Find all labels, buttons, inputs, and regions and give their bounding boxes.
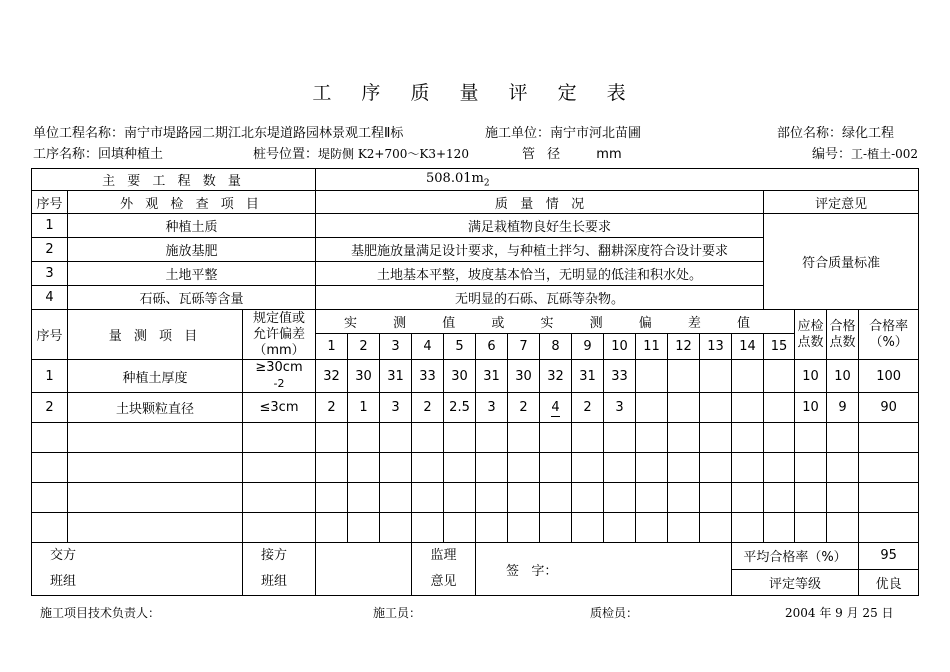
measure-value: 2 [572,393,604,423]
measure-header-row [32,310,919,334]
empty-row [32,453,919,483]
hand-over-line2: 班组 [50,574,77,589]
visual-row-no: 4 [32,286,68,310]
measure-row [32,393,919,423]
point-number: 8 [540,334,572,360]
signature-cell: 签 字： [476,543,732,596]
point-number: 15 [764,334,795,360]
contractor-value: 南宁市河北苗圃 [550,126,642,141]
point-number: 4 [412,334,444,360]
hand-over-line1: 交方 [50,548,77,563]
measure-value: 2.5 [444,393,476,423]
measure-col-pass [827,310,859,360]
measure-row-spec-line2: -2 [273,377,285,390]
point-number: 9 [572,334,604,360]
measure-value: 30 [444,360,476,393]
hand-over-group [32,543,243,596]
tech-lead-signature: 施工项目技术负责人： [40,606,161,620]
grade-value: 优良 [859,569,919,596]
measure-row-spec-line1: ≥30cm [255,360,303,375]
measure-value: 3 [380,393,412,423]
receive-line1: 接方 [261,548,288,563]
measure-col-should [795,310,827,360]
quantity-value-cell [316,169,919,191]
quantity-value: 508.01m [426,170,484,186]
measure-pass: 9 [827,393,859,423]
measure-value [700,393,732,423]
measure-col-values: 实 测 值 或 实 测 偏 差 值 [316,310,795,334]
measure-value [700,360,732,393]
measure-row [32,360,919,393]
visual-row-no: 3 [32,262,68,286]
point-number: 5 [444,334,476,360]
supervision-line2: 意见 [430,574,457,589]
measure-row-no: 1 [32,360,68,393]
measure-value: 33 [604,360,636,393]
measure-value [636,393,668,423]
measure-value: 32 [540,360,572,393]
measure-rate: 100 [859,360,919,393]
measure-value: 2 [316,393,348,423]
measure-col-should-line1: 应检 [797,318,824,334]
part-name-value: 绿化工程 [842,126,895,141]
visual-col-opinion: 评定意见 [764,191,919,214]
visual-col-item: 外 观 检 查 项 目 [68,191,316,214]
process-name-label: 工序名称： [33,147,99,162]
measure-pass: 10 [827,360,859,393]
measure-value: 31 [380,360,412,393]
measure-row-no: 2 [32,393,68,423]
grade-label: 评定等级 [732,569,859,596]
measure-value: 3 [604,393,636,423]
part-name-label: 部位名称： [777,126,843,141]
measure-value: 30 [508,360,540,393]
measure-col-pass-line1: 合格 [829,318,856,334]
process-name-field [33,143,163,162]
visual-row-quality: 土地基本平整，坡度基本恰当，无明显的低洼和积水处。 [316,262,764,286]
pipe-diameter-unit: mm [596,147,622,162]
measure-row-spec [243,360,316,393]
measure-col-rate [859,310,919,360]
date-text: 2004 年 9 月 25 日 [785,606,894,620]
point-number: 7 [508,334,540,360]
quantity-unit-subscript: 2 [483,178,490,189]
visual-opinion: 符合质量标准 [764,214,919,310]
measure-should: 10 [795,393,827,423]
footer-row [32,543,919,570]
measure-row-item: 土块颗粒直径 [68,393,243,423]
visual-col-quality: 质 量 情 况 [316,191,764,214]
point-number: 2 [348,334,380,360]
visual-col-no: 序号 [32,191,68,214]
measure-value: 31 [572,360,604,393]
avg-rate-value: 95 [859,543,919,570]
measure-value [668,393,700,423]
measure-value: 2 [508,393,540,423]
number-field [812,143,918,162]
receive-signature-cell [316,543,412,596]
supervision-line1: 监理 [430,548,457,563]
project-name-field [33,122,403,141]
measure-value: 2 [412,393,444,423]
inspector-signature: 质检员： [590,606,639,620]
visual-row-no: 2 [32,238,68,262]
measure-value: 33 [412,360,444,393]
pipe-diameter-label: 管 径 [522,147,565,162]
visual-row-item: 施放基肥 [68,238,316,262]
measure-value [668,360,700,393]
point-number: 3 [380,334,412,360]
receive-line2: 班组 [261,574,288,589]
project-name-label: 单位工程名称： [33,126,125,141]
measure-value [732,360,764,393]
receive-group [243,543,316,596]
visual-row-quality: 满足栽植物良好生长要求 [316,214,764,238]
measure-col-should-line2: 点数 [797,334,824,350]
point-number: 6 [476,334,508,360]
measure-col-spec-line1: 规定值或 [253,310,306,326]
measure-row-spec-line1: ≤3cm [259,400,299,415]
measure-col-item: 量 测 项 目 [68,310,243,360]
measure-value [636,360,668,393]
measure-col-rate-line2: （%） [869,334,908,350]
measure-value [764,360,795,393]
measure-col-pass-line2: 点数 [829,334,856,350]
measure-value: 31 [476,360,508,393]
number-value: 工-植土-002 [851,147,919,161]
empty-row [32,423,919,453]
quantity-label: 主 要 工 程 数 量 [32,169,316,191]
measure-value: 32 [316,360,348,393]
station-value: 堤防侧 K2+700～K3+120 [318,147,469,161]
visual-row-quality: 无明显的石砾、瓦砾等杂物。 [316,286,764,310]
measure-col-no: 序号 [32,310,68,360]
empty-row [32,513,919,543]
visual-header-row [32,191,919,214]
point-number: 10 [604,334,636,360]
measure-value [732,393,764,423]
measure-col-spec [243,310,316,360]
point-number: 14 [732,334,764,360]
process-name-value: 回填种植土 [98,147,164,162]
visual-row-item: 种植土质 [68,214,316,238]
visual-row-item: 土地平整 [68,262,316,286]
document-title: 工 序 质 量 评 定 表 [312,82,638,104]
number-label: 编号： [812,147,852,162]
measure-value-failed [540,393,572,423]
quantity-row [32,169,919,191]
visual-row-quality: 基肥施放量满足设计要求，与种植土拌匀、翻耕深度符合设计要求 [316,238,764,262]
measure-rate: 90 [859,393,919,423]
measure-col-spec-line3: （mm） [253,342,305,358]
contractor-label: 施工单位： [485,126,551,141]
failed-value-mark: 4 [551,400,560,415]
point-number: 11 [636,334,668,360]
project-name-value: 南宁市堤路园二期江北东堤道路园林景观工程Ⅱ标 [124,126,404,141]
empty-row [32,483,919,513]
evaluation-table [31,168,919,596]
measure-row-item: 种植土厚度 [68,360,243,393]
visual-row [32,214,919,238]
measure-row-spec [243,393,316,423]
measure-value [764,393,795,423]
measure-col-rate-line1: 合格率 [869,318,909,334]
measure-value: 1 [348,393,380,423]
station-label: 桩号位置： [253,147,319,162]
worker-signature: 施工员： [373,606,422,620]
part-name-field [777,122,894,141]
measure-should: 10 [795,360,827,393]
point-number: 13 [700,334,732,360]
measure-col-spec-line2: 允许偏差 [253,326,306,342]
visual-row-item: 石砾、瓦砾等含量 [68,286,316,310]
measure-value: 30 [348,360,380,393]
avg-rate-label: 平均合格率（%） [732,543,859,570]
station-field [253,143,469,162]
point-number: 1 [316,334,348,360]
contractor-field [485,122,641,141]
point-number: 12 [668,334,700,360]
supervision-opinion [412,543,476,596]
visual-row-no: 1 [32,214,68,238]
pipe-diameter-field [522,143,622,162]
measure-value: 3 [476,393,508,423]
